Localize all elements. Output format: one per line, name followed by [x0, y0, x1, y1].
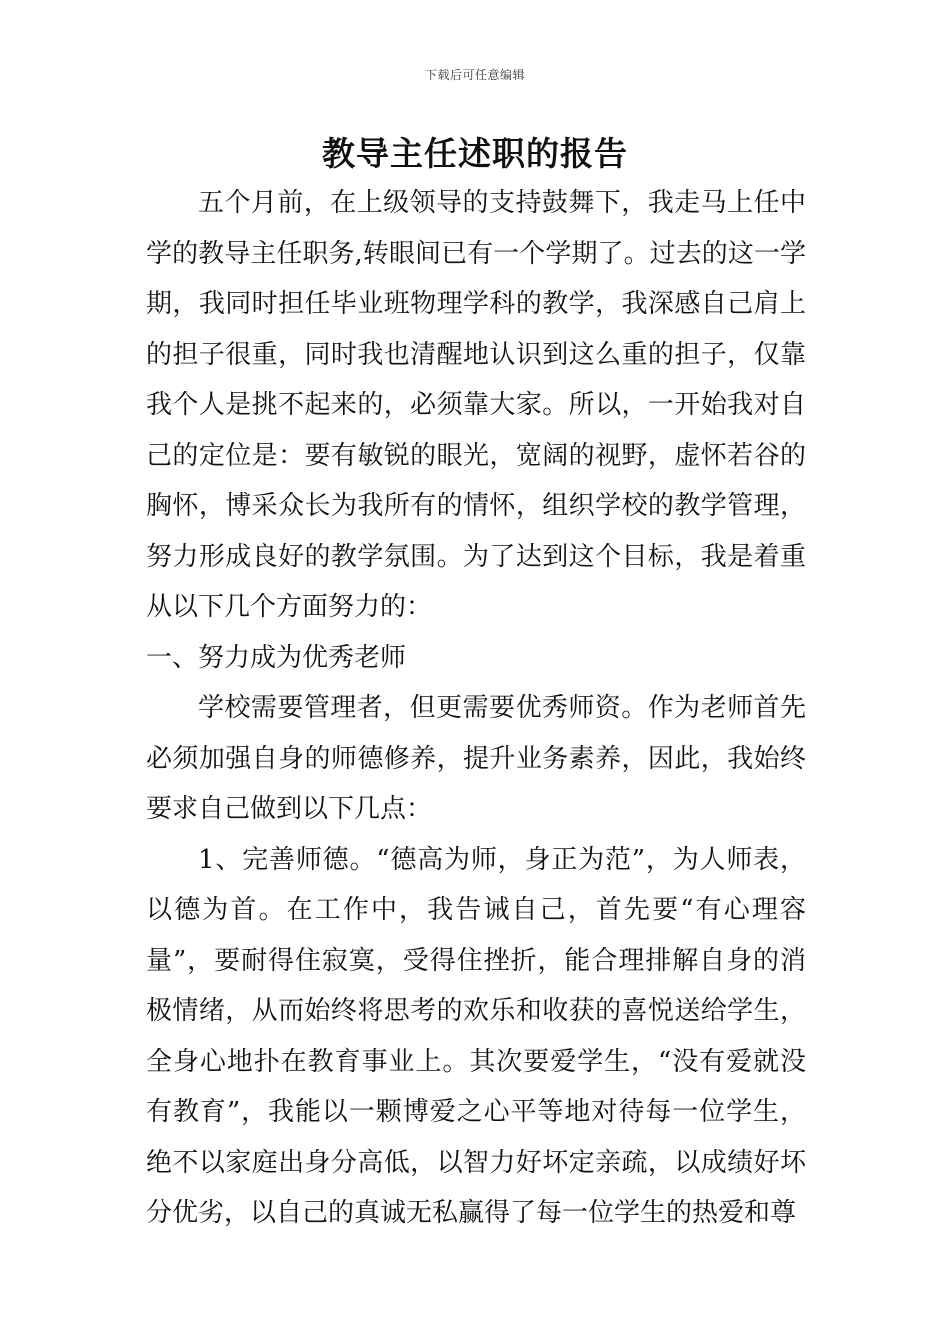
section-heading: 一、努力成为优秀老师: [146, 642, 407, 673]
intro-paragraph: 五个月前，在上级领导的支持鼓舞下，我走马上任中学的教导主任职务,转眼间已有一个学期了。过去的这一学期，我同时担任毕业班物理学科的教学，我深感自己肩上的担子很重，同时我也清醒地认识到这么重的担子，仅靠我个人是挑不起来的，必须靠大家。所以，一开始我对自己的定位是：要有敏锐的眼光，宽阔的视野，虚怀若谷的胸怀，博采众长为我所有的情怀，组织学校的教学管理，努力形成良好的教学氛围。为了达到这个目标，我是着重从以下几个方面努力的：: [146, 188, 806, 622]
section-paragraph: 学校需要管理者，但更需要优秀师资。作为老师首先必须加强自身的师德修养，提升业务素养，因此，我始终要求自己做到以下几点：: [146, 693, 806, 824]
point-paragraph: 1、完善师德。“德高为师，身正为范”，为人师表，以德为首。在工作中，我告诫自己，首先要“有心理容量”，要耐得住寂寞，受得住挫折，能合理排解自身的消极情绪，从而始终将思考的欢乐和收获的喜悦送给学生，全身心地扑在教育事业上。其次要爱学生，“没有爱就没有教育”，我能以一颗博爱之心平等地对待每一位学生，绝不以家庭出身分高低，以智力好坏定亲疏，以成绩好坏分优劣，以自己的真诚无私赢得了每一位学生的热爱和尊: [146, 844, 806, 1228]
header-note: 下载后可任意编辑: [424, 68, 525, 82]
document-body: [146, 178, 806, 1239]
document-title: 教导主任述职的报告: [322, 134, 628, 173]
